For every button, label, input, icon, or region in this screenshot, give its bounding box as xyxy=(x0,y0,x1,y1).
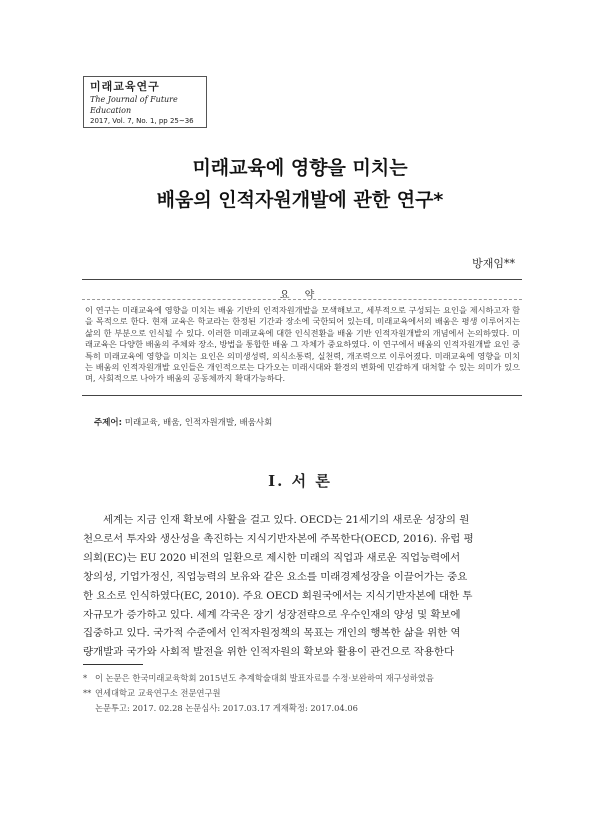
body-line: 천으로서 투자와 생산성을 촉진하는 지식기반자본에 주목한다(OECD, 2016). 유럽 평 xyxy=(83,532,474,545)
body-line: 자규모가 증가하고 있다. 세계 각국은 장기 성장전략으로 우수인재의 양성 및 확보에 xyxy=(83,608,461,621)
body-line: 창의성, 기업가정신, 직업능력의 보유와 같은 요소를 미래경제성장을 이끌어가는 중요 xyxy=(83,570,468,583)
footnote-3-text: 논문투고: 2017. 02.28 논문심사: 2017.03.17 게재확정: 2017.04.06 xyxy=(95,703,358,713)
footnote-1-mark: * xyxy=(83,673,88,683)
section-heading: Ⅰ. 서 론 xyxy=(268,472,332,490)
paper-title-line2: 배움의 인적자원개발에 관한 연구* xyxy=(156,189,444,211)
footnote-rule xyxy=(83,664,143,665)
keywords xyxy=(94,416,272,428)
footnote-3 xyxy=(83,702,535,715)
journal-english-name: The Journal of Future Education xyxy=(90,95,178,115)
abstract-heading: 요 약 xyxy=(279,290,321,301)
footnote-2-mark: ** xyxy=(83,688,92,698)
journal-volume: 2017, Vol. 7, No. 1, pp 25~36 xyxy=(90,117,194,125)
keywords-text: 미래교육, 배움, 인적자원개발, 배움사회 xyxy=(124,418,273,428)
body-line: 세계는 지금 인재 확보에 사활을 걸고 있다. OECD는 21세기의 새로운 성장의 원 xyxy=(103,514,470,526)
footnote-1-text: 이 논문은 한국미래교육학회 2015년도 추계학술대회 발표자료를 수정·보완하여 재구성하였음 xyxy=(95,673,434,683)
journal-name: 미래교육연구 xyxy=(90,80,160,93)
footnote-2-text: 연세대학교 교육연구소 전문연구원 xyxy=(95,688,221,698)
footnote-1 xyxy=(83,672,523,685)
author: 방재임** xyxy=(472,257,515,270)
abstract-text: 이 연구는 미래교육에 영향을 미치는 배움 기반의 인적자원개발을 모색해보고, 세부적으로 구성되는 요인을 제시하고자 함을 목적으로 한다. 현재 교육은 학교라는 한정된 기간과 장소에 국한되어 있는데, 미래교육에서의 배움은 평생 이루어지는 삶의 한 부분으로 인식될 수 있다. 이러한 미래교육에 대한 인식전환을 배움 기반 인적자원개발의 개념에서 논의하였다. 미래교육은 다양한 배움의 주체와 장소, 방법을 통합한 배움 그 자체가 중요하였다. 이 연구에서 배움의 인적자원개발 요인 중 특히 미래교육에 영향을 미치는 요인은 의미생성력, 의식소통력, 실천력, 개조력으로 이루어졌다. 미래교육에 영향을 미치는 배움의 인적자원개발 요인들은 개인적으로는 다가오는 미래시대와 환경의 변화에 민감하게 대처할 수 있는 의미가 있으며, 사회적으로 나아가 배움의 공동체까지 확대가능하다. xyxy=(85,305,520,384)
footnote-2 xyxy=(83,687,523,700)
body-line: 량개발과 국가와 사회적 발전을 위한 인적자원의 확보와 활용이 관건으로 작용한다 xyxy=(83,646,454,659)
body-text xyxy=(83,511,518,662)
journal-info-box xyxy=(83,76,207,128)
keywords-label: 주제어: xyxy=(94,418,123,428)
body-line: 의회(EC)는 EU 2020 비전의 일환으로 제시한 미래의 직업과 새로운 직업능력에서 xyxy=(83,551,461,564)
paper-title-line1: 미래교육에 영향을 미치는 xyxy=(192,157,408,179)
body-line: 한 요소로 인식하였다(EC, 2010). 주요 OECD 회원국에서는 지식기반자본에 대한 투 xyxy=(83,589,473,602)
abstract-divider xyxy=(82,299,522,300)
body-line: 집중하고 있다. 국가적 수준에서 인적자원정책의 목표는 개인의 행복한 삶을 위한 역 xyxy=(83,627,461,640)
